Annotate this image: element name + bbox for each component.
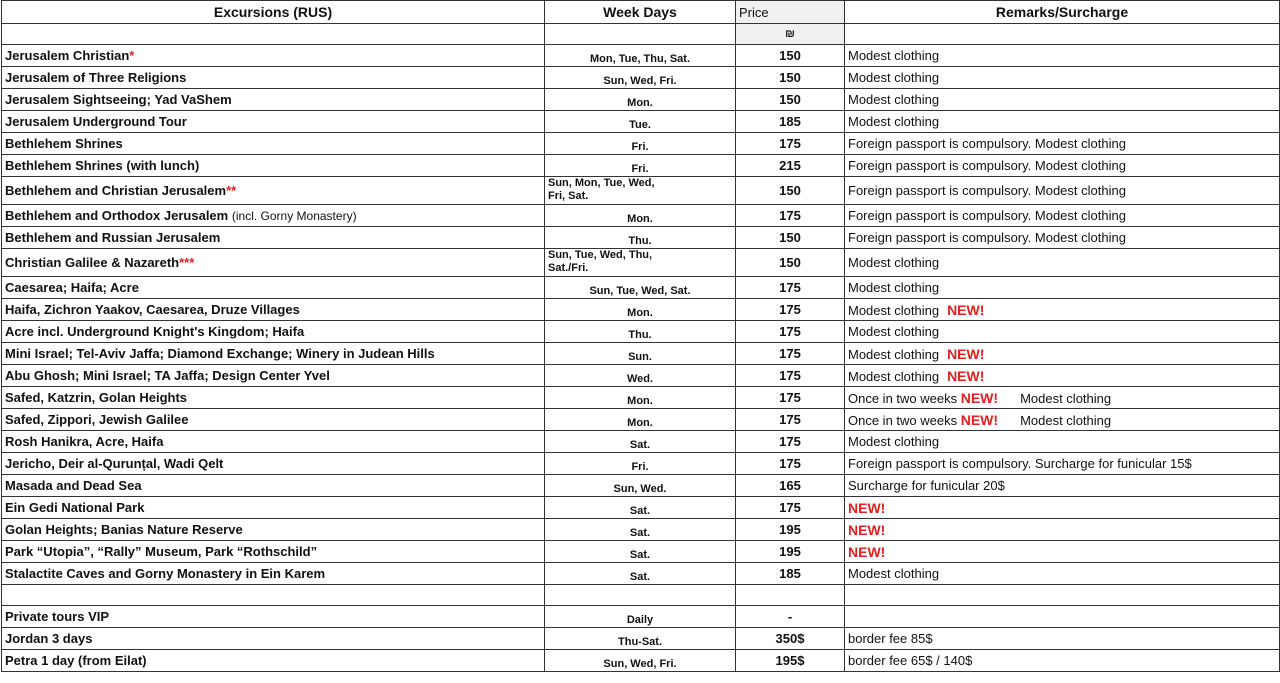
price-cell: 185 <box>736 563 845 585</box>
week-days: Sat. <box>629 505 651 517</box>
new-badge: NEW! <box>947 301 985 318</box>
week-days-cell <box>545 205 736 227</box>
remarks-cell <box>845 45 1280 67</box>
remarks-cell <box>845 155 1280 177</box>
week-days: Daily <box>626 614 654 626</box>
week-days: Thu. <box>628 235 652 247</box>
price-cell: 175 <box>736 343 845 365</box>
excursion-name-cell <box>2 541 545 563</box>
excursion-name-cell <box>2 249 545 277</box>
new-badge: NEW! <box>960 411 999 428</box>
week-days-cell <box>545 249 736 277</box>
remarks-text: Foreign passport is compulsory. Surcharge for funicular 15$ <box>848 456 1192 471</box>
new-badge: NEW! <box>947 367 985 384</box>
week-days: Wed. <box>626 373 654 385</box>
remarks-cell <box>845 453 1280 475</box>
week-days: Sun, Mon, Tue, Wed, <box>548 177 655 189</box>
remarks-cell <box>845 277 1280 299</box>
week-days-cell <box>545 45 736 67</box>
excursion-name-cell <box>2 227 545 249</box>
remarks-text: border fee 85$ <box>848 631 933 646</box>
week-days: Thu. <box>628 329 652 341</box>
excursion-name: Petra 1 day (from Eilat) <box>5 653 147 668</box>
week-days: Sat. <box>629 549 651 561</box>
remarks-text: Modest clothing <box>848 70 940 85</box>
table-row <box>2 606 1280 628</box>
week-days: Fri. <box>631 163 649 175</box>
remarks-cell <box>845 650 1280 672</box>
excursion-name: Acre incl. Underground Knight's Kingdom; Haifa <box>5 324 305 339</box>
week-days-cell <box>545 177 736 205</box>
excursion-name: Private tours VIP <box>5 609 110 624</box>
empty-cell <box>736 585 845 606</box>
remarks-cell <box>845 365 1280 387</box>
remarks-cell <box>845 628 1280 650</box>
week-days-cell <box>545 111 736 133</box>
remarks-text: Modest clothing <box>848 255 940 270</box>
price-cell: 185 <box>736 111 845 133</box>
week-days-cell <box>545 431 736 453</box>
remarks-cell <box>845 205 1280 227</box>
table-row <box>2 227 1280 249</box>
excursion-name: Jordan 3 days <box>5 631 93 646</box>
week-days-cell <box>545 343 736 365</box>
remarks-cell <box>845 249 1280 277</box>
week-days: Sun, Wed, Fri. <box>603 658 677 670</box>
excursion-name-cell <box>2 177 545 205</box>
week-days: Sun, Tue, Wed, Thu, <box>548 249 653 261</box>
remarks-cell <box>845 519 1280 541</box>
excursion-name-cell <box>2 475 545 497</box>
table-row <box>2 155 1280 177</box>
table-row <box>2 431 1280 453</box>
week-days-cell <box>545 628 736 650</box>
week-days-cell <box>545 650 736 672</box>
remarks-text-2: Modest clothing <box>1020 390 1112 406</box>
price-cell: - <box>736 606 845 628</box>
empty-cell <box>545 585 736 606</box>
remarks-cell <box>845 177 1280 205</box>
table-row <box>2 585 1280 606</box>
week-days: Mon. <box>627 213 653 225</box>
remarks-cell <box>845 227 1280 249</box>
excursion-name: Masada and Dead Sea <box>5 478 142 493</box>
price-cell: 175 <box>736 453 845 475</box>
remarks-cell <box>845 541 1280 563</box>
excursion-name-cell <box>2 133 545 155</box>
new-badge: NEW! <box>947 345 985 362</box>
asterisk-marker: ** <box>226 183 237 198</box>
excursion-name: Haifa, Zichron Yaakov, Caesarea, Druze Villages <box>5 302 300 317</box>
asterisk-marker: *** <box>179 255 195 270</box>
price-cell: 175 <box>736 431 845 453</box>
remarks-header: Remarks/Surcharge <box>845 1 1280 24</box>
remarks-text: Foreign passport is compulsory. Modest clothing <box>848 158 1126 173</box>
week-days: Mon. <box>627 395 653 407</box>
excursion-name-cell <box>2 67 545 89</box>
table-row <box>2 89 1280 111</box>
price-cell: 175 <box>736 365 845 387</box>
table-row <box>2 453 1280 475</box>
excursion-extra: (incl. Gorny Monastery) <box>231 209 357 223</box>
week-days: Sat. <box>629 527 651 539</box>
week-days-cell <box>545 387 736 409</box>
table-row <box>2 563 1280 585</box>
excursion-name-cell <box>2 497 545 519</box>
remarks-cell <box>845 67 1280 89</box>
remarks-cell <box>845 497 1280 519</box>
excursion-name-cell <box>2 277 545 299</box>
table-row <box>2 519 1280 541</box>
excursion-name: Safed, Zippori, Jewish Galilee <box>5 412 189 427</box>
price-cell: 175 <box>736 497 845 519</box>
price-cell: 150 <box>736 67 845 89</box>
excursion-name-cell <box>2 563 545 585</box>
remarks-cell <box>845 475 1280 497</box>
remarks-cell <box>845 321 1280 343</box>
excursion-name-cell <box>2 519 545 541</box>
remarks-text: Modest clothing <box>848 302 940 318</box>
currency-row <box>2 24 1280 45</box>
excursion-name-cell <box>2 111 545 133</box>
remarks-text: Modest clothing <box>848 280 940 295</box>
week-days: Sat. <box>629 439 651 451</box>
week-days: Sun. <box>628 351 652 363</box>
excursions-table <box>1 0 1280 672</box>
excursion-name-cell <box>2 628 545 650</box>
excursion-name: Rosh Hanikra, Acre, Haifa <box>5 434 164 449</box>
empty-cell <box>2 585 545 606</box>
week-days-line2: Fri, Sat. <box>548 190 589 202</box>
excursion-name: Jericho, Deir al-Qurunțal, Wadi Qelt <box>5 456 224 471</box>
price-cell: 150 <box>736 45 845 67</box>
excursion-name: Stalactite Caves and Gorny Monastery in Ein Karem <box>5 566 326 581</box>
price-cell: 195$ <box>736 650 845 672</box>
table-row <box>2 650 1280 672</box>
price-cell: 175 <box>736 321 845 343</box>
remarks-text: Once in two weeks <box>848 412 958 428</box>
table-row <box>2 321 1280 343</box>
excursion-name-cell <box>2 606 545 628</box>
week-days-cell <box>545 519 736 541</box>
excursion-name-cell <box>2 89 545 111</box>
excursion-name: Bethlehem and Orthodox Jerusalem <box>5 208 229 223</box>
excursion-name-cell <box>2 453 545 475</box>
table-row <box>2 387 1280 409</box>
excursion-name-cell <box>2 409 545 431</box>
week-days: Thu-Sat. <box>618 636 662 648</box>
price-cell: 150 <box>736 249 845 277</box>
week-days-cell <box>545 453 736 475</box>
remarks-text: border fee 65$ / 140$ <box>848 653 973 668</box>
excursion-name: Ein Gedi National Park <box>5 500 145 515</box>
excursion-name-cell <box>2 205 545 227</box>
week-days-cell <box>545 89 736 111</box>
remarks-text: Once in two weeks <box>848 390 958 406</box>
remarks-cell <box>845 111 1280 133</box>
empty-cell <box>845 585 1280 606</box>
remarks-cell <box>845 387 1280 409</box>
price-cell: 195 <box>736 519 845 541</box>
remarks-text: Foreign passport is compulsory. Modest clothing <box>848 183 1126 198</box>
new-badge: NEW! <box>960 389 999 406</box>
excursion-name: Christian Galilee & Nazareth <box>5 255 180 270</box>
week-days: Fri. <box>631 461 649 473</box>
week-days: Mon, Tue, Thu, Sat. <box>589 53 690 65</box>
week-days-cell <box>545 299 736 321</box>
new-badge: NEW! <box>848 521 886 538</box>
price-cell: 215 <box>736 155 845 177</box>
remarks-text: Modest clothing <box>848 324 940 339</box>
excursion-name-cell <box>2 365 545 387</box>
price-cell: 150 <box>736 227 845 249</box>
asterisk-marker: * <box>129 48 135 63</box>
excursion-name: Park “Utopia”, “Rally” Museum, Park “Rothschild” <box>5 544 318 559</box>
week-days-cell <box>545 475 736 497</box>
table-row <box>2 299 1280 321</box>
week-days-cell <box>545 227 736 249</box>
excursion-name-cell <box>2 299 545 321</box>
price-cell: 175 <box>736 133 845 155</box>
week-days: Sat. <box>629 571 651 583</box>
excursions-header: Excursions (RUS) <box>2 1 545 24</box>
week-days-cell <box>545 606 736 628</box>
remarks-cell <box>845 299 1280 321</box>
new-badge: NEW! <box>848 499 886 516</box>
week-days-cell <box>545 277 736 299</box>
table-row <box>2 205 1280 227</box>
table-row <box>2 277 1280 299</box>
excursion-name: Jerusalem Sightseeing; Yad VaShem <box>5 92 232 107</box>
price-cell: 175 <box>736 409 845 431</box>
table-row <box>2 67 1280 89</box>
table-row <box>2 343 1280 365</box>
excursion-name-cell <box>2 650 545 672</box>
excursion-name-cell <box>2 431 545 453</box>
remarks-cell <box>845 343 1280 365</box>
table-row <box>2 628 1280 650</box>
remarks-text: Foreign passport is compulsory. Modest clothing <box>848 136 1126 151</box>
week-days-cell <box>545 541 736 563</box>
excursion-name: Jerusalem Christian <box>5 48 130 63</box>
remarks-text: Foreign passport is compulsory. Modest clothing <box>848 230 1126 245</box>
week-days-cell <box>545 409 736 431</box>
excursion-name: Bethlehem Shrines (with lunch) <box>5 158 200 173</box>
price-cell: 175 <box>736 299 845 321</box>
remarks-cell <box>845 563 1280 585</box>
remarks-text: Modest clothing <box>848 92 940 107</box>
price-header: Price <box>736 1 845 24</box>
currency-symbol: ₪ <box>736 24 845 45</box>
remarks-text-2: Modest clothing <box>1020 412 1112 428</box>
price-cell: 165 <box>736 475 845 497</box>
week-days-header: Week Days <box>545 1 736 24</box>
table-row <box>2 111 1280 133</box>
remarks-cell <box>845 133 1280 155</box>
remarks-text: Modest clothing <box>848 434 940 449</box>
excursion-name-cell <box>2 45 545 67</box>
new-badge: NEW! <box>848 543 886 560</box>
week-days-cell <box>545 67 736 89</box>
excursion-name-cell <box>2 155 545 177</box>
remarks-text: Modest clothing <box>848 114 940 129</box>
remarks-text: Surcharge for funicular 20$ <box>848 478 1005 493</box>
remarks-cell <box>845 89 1280 111</box>
week-days: Mon. <box>627 97 653 109</box>
week-days-cell <box>545 321 736 343</box>
excursion-name-cell <box>2 387 545 409</box>
week-days: Sun, Tue, Wed, Sat. <box>589 285 691 297</box>
table-row <box>2 365 1280 387</box>
remarks-text: Modest clothing <box>848 346 940 362</box>
week-days-cell <box>545 497 736 519</box>
price-cell: 150 <box>736 89 845 111</box>
excursion-name: Safed, Katzrin, Golan Heights <box>5 390 188 405</box>
price-cell: 350$ <box>736 628 845 650</box>
excursion-name: Bethlehem Shrines <box>5 136 123 151</box>
price-cell: 175 <box>736 277 845 299</box>
table-row <box>2 133 1280 155</box>
excursion-name-cell <box>2 321 545 343</box>
week-days: Sun, Wed. <box>613 483 667 495</box>
remarks-cell <box>845 409 1280 431</box>
week-days: Tue. <box>629 119 651 131</box>
remarks-text: Foreign passport is compulsory. Modest clothing <box>848 208 1126 223</box>
week-days: Mon. <box>627 417 653 429</box>
table-row <box>2 45 1280 67</box>
week-days-cell <box>545 155 736 177</box>
excursion-name: Jerusalem Underground Tour <box>5 114 187 129</box>
price-cell: 175 <box>736 387 845 409</box>
excursion-name: Bethlehem and Christian Jerusalem <box>5 183 227 198</box>
remarks-text: Modest clothing <box>848 368 940 384</box>
excursion-name: Caesarea; Haifa; Acre <box>5 280 139 295</box>
remarks-cell <box>845 606 1280 628</box>
table-row <box>2 177 1280 205</box>
excursion-name: Abu Ghosh; Mini Israel; TA Jaffa; Design Center Yvel <box>5 368 330 383</box>
excursion-name: Golan Heights; Banias Nature Reserve <box>5 522 243 537</box>
table-row <box>2 409 1280 431</box>
remarks-text: Modest clothing <box>848 566 940 581</box>
week-days-cell <box>545 365 736 387</box>
price-cell: 150 <box>736 177 845 205</box>
week-days: Sun, Wed, Fri. <box>603 75 677 87</box>
remarks-cell <box>845 431 1280 453</box>
remarks-text: Modest clothing <box>848 48 940 63</box>
excursion-name-cell <box>2 343 545 365</box>
week-days-line2: Sat./Fri. <box>548 262 589 274</box>
excursions-table-body <box>2 24 1280 672</box>
excursion-name: Jerusalem of Three Religions <box>5 70 187 85</box>
table-row <box>2 475 1280 497</box>
price-cell: 175 <box>736 205 845 227</box>
table-row <box>2 497 1280 519</box>
week-days: Fri. <box>631 141 649 153</box>
table-row <box>2 249 1280 277</box>
week-days-cell <box>545 133 736 155</box>
excursion-name: Mini Israel; Tel-Aviv Jaffa; Diamond Exchange; Winery in Judean Hills <box>5 346 435 361</box>
table-row <box>2 541 1280 563</box>
week-days: Mon. <box>627 307 653 319</box>
week-days-cell <box>545 563 736 585</box>
price-cell: 195 <box>736 541 845 563</box>
excursion-name: Bethlehem and Russian Jerusalem <box>5 230 221 245</box>
